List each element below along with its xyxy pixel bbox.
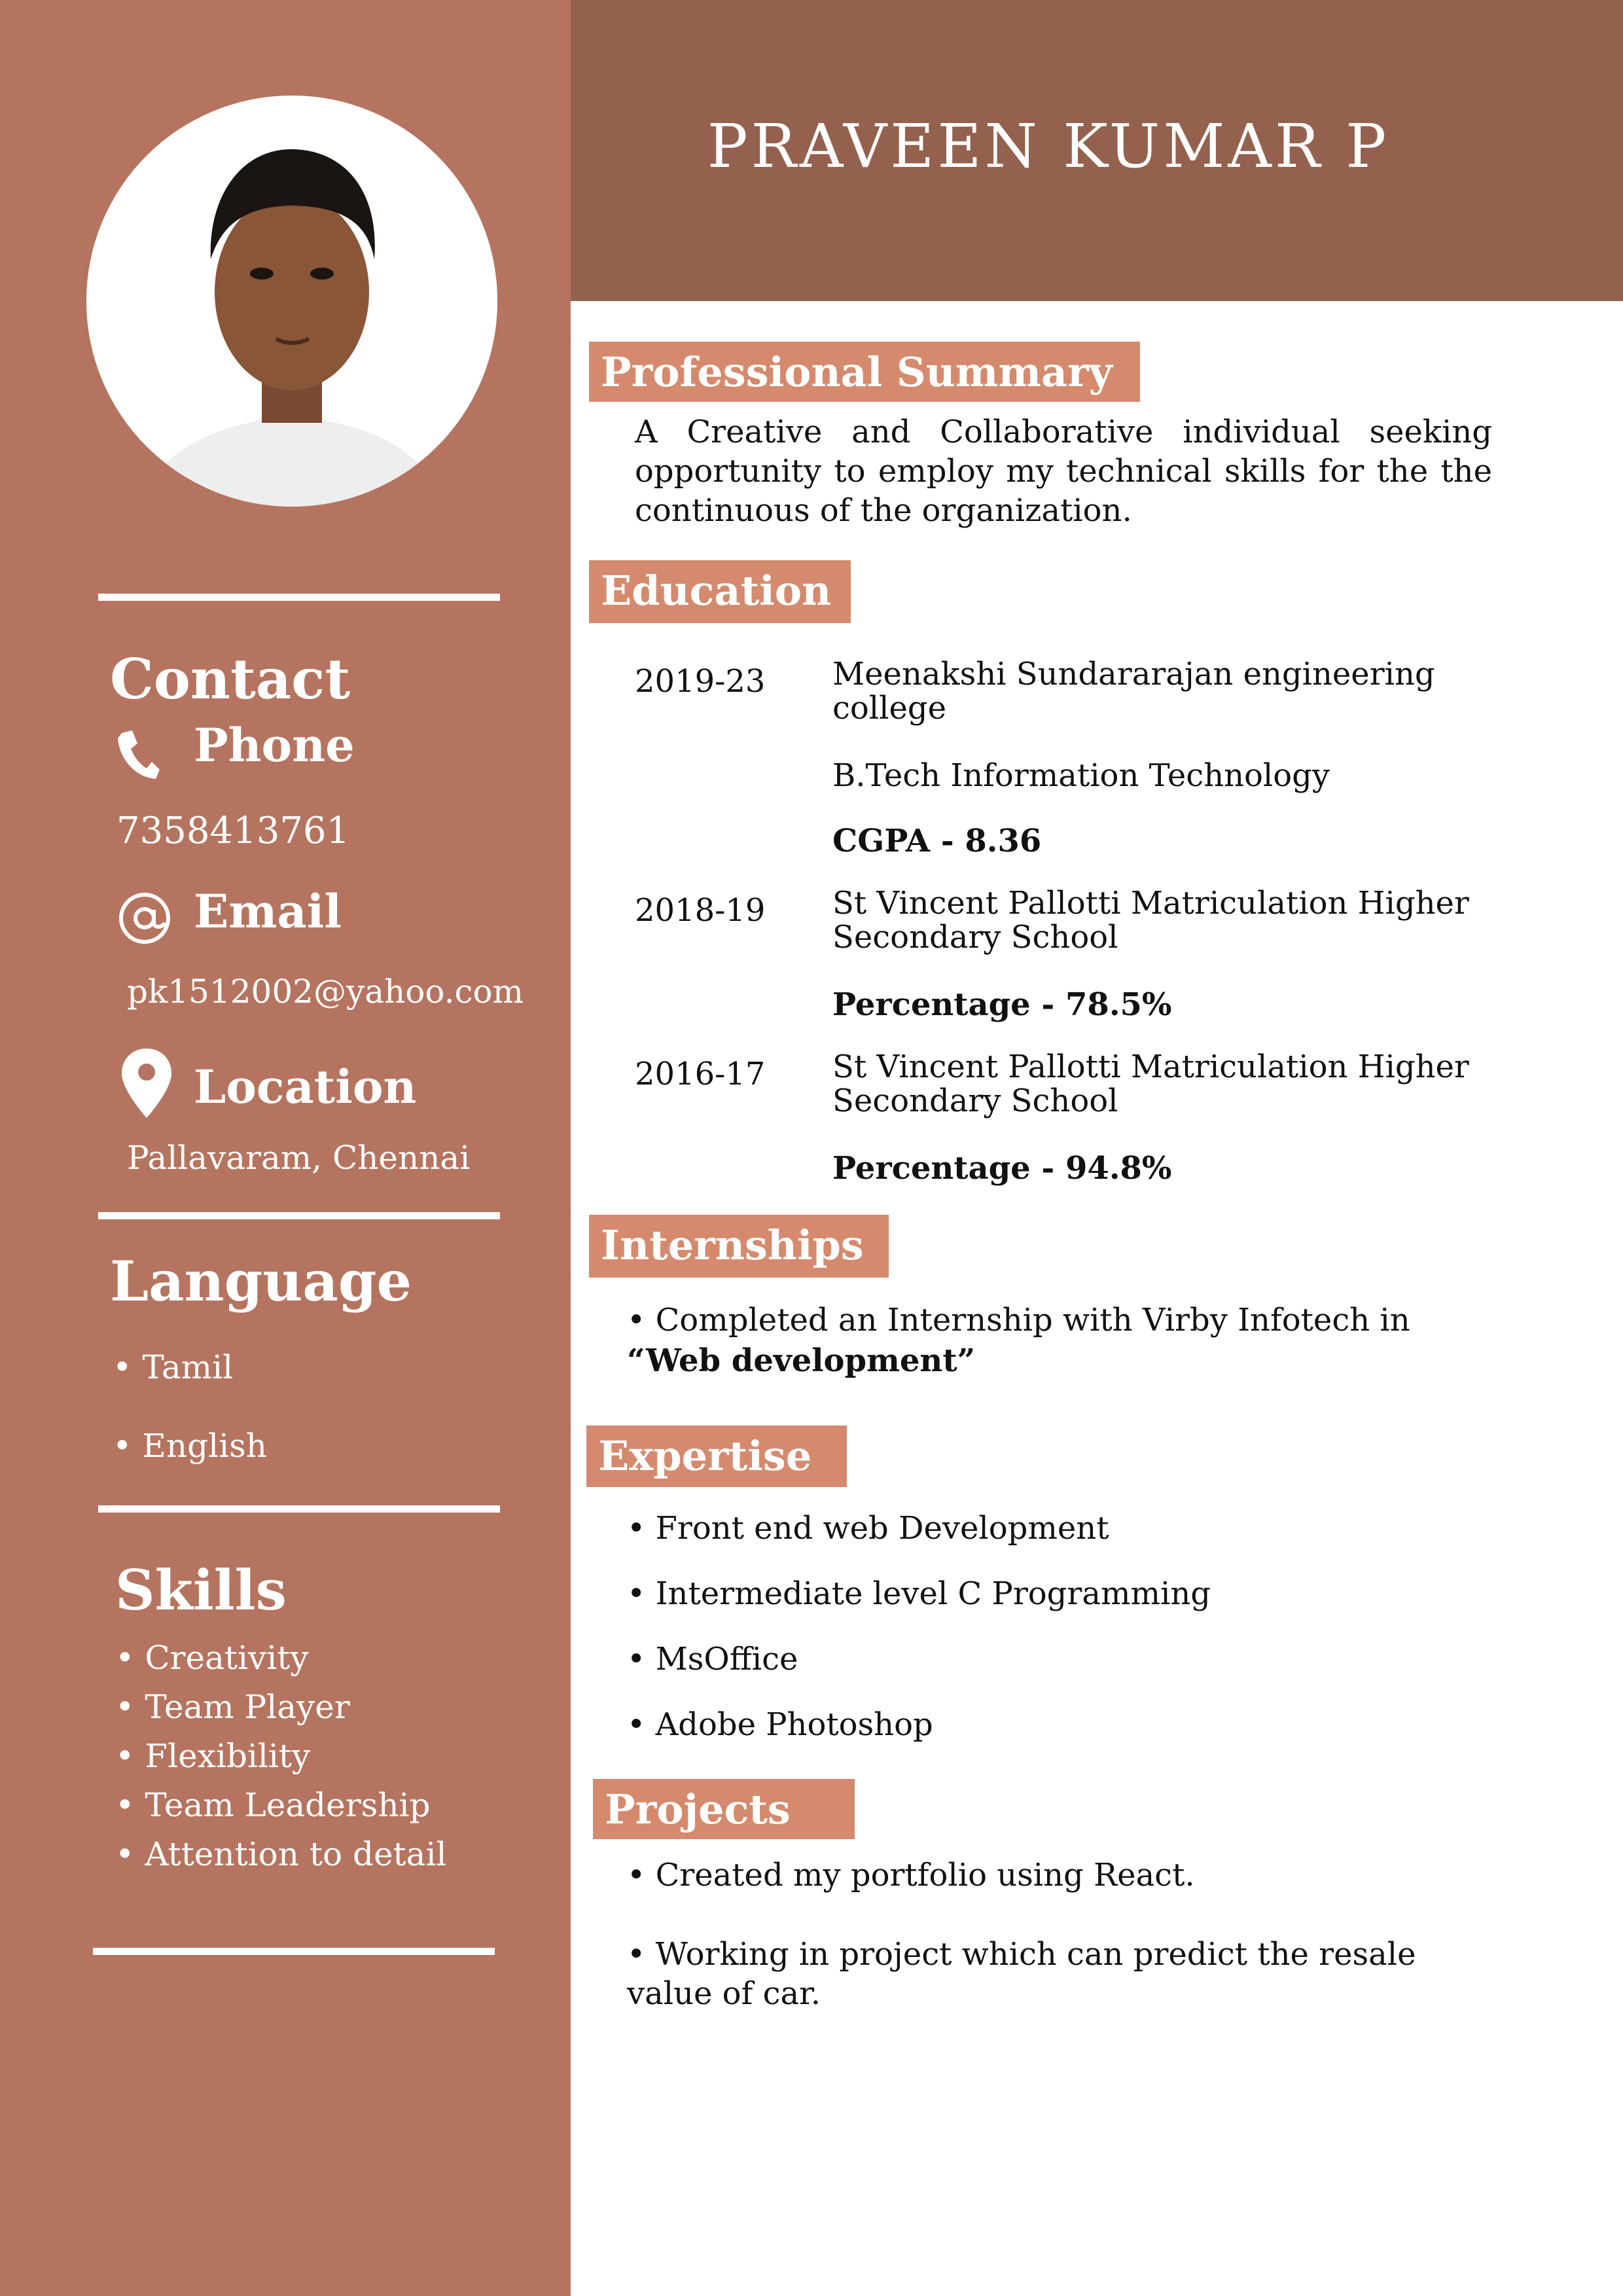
expertise-item: • MsOffice [627,1641,798,1677]
projects-heading: Projects [593,1779,855,1839]
skill-item: • Creativity [115,1639,309,1677]
skill-item: • Team Leadership [115,1786,431,1824]
education-school: St Vincent Pallotti Matriculation Higher Secondary School [832,1049,1469,1119]
phone-label: Phone [194,718,355,772]
skill-item: • Flexibility [115,1737,311,1775]
education-years: 2018-19 [635,892,766,929]
education-score: Percentage - 78.5% [832,986,1172,1023]
expertise-item: • Front end web Development [627,1510,1109,1547]
education-years: 2016-17 [635,1056,766,1092]
expertise-item: • Adobe Photoshop [627,1706,933,1743]
education-degree: B.Tech Information Technology [832,757,1330,794]
divider [98,594,500,601]
phone-icon [115,729,161,780]
summary-heading: Professional Summary [589,342,1140,402]
phone-value: 7358413761 [116,810,350,852]
candidate-name: PRAVEEN KUMAR P [707,111,1390,181]
language-heading: Language [110,1249,412,1314]
email-label: Email [194,884,342,939]
internship-text: • Completed an Internship with Virby Infotech in [627,1302,1410,1338]
education-score: CGPA - 8.36 [832,823,1042,859]
education-score: Percentage - 94.8% [832,1150,1172,1187]
skill-item: • Team Player [115,1688,350,1726]
map-pin-icon [120,1047,173,1119]
expertise-item: • Intermediate level C Programming [627,1575,1211,1612]
at-sign-icon [116,890,173,946]
divider [93,1948,495,1955]
skill-item: • Attention to detail [115,1835,447,1873]
expertise-heading: Expertise [586,1426,847,1487]
profile-photo [86,96,497,507]
skills-heading: Skills [115,1558,287,1623]
project-item: • Created my portfolio using React. [627,1857,1195,1893]
internships-heading: Internships [589,1215,889,1278]
location-value: Pallavaram, Chennai [127,1139,471,1177]
education-school: St Vincent Pallotti Matriculation Higher Secondary School [832,885,1469,956]
project-item: • Working in project which can predict the resale value of car. [627,1936,1416,2012]
language-item: • English [113,1427,267,1465]
avatar-illustration [86,96,497,507]
language-item: • Tamil [113,1348,234,1386]
email-value: pk1512002@yahoo.com [127,973,524,1011]
education-heading: Education [589,560,851,623]
contact-heading: Contact [110,647,351,711]
education-years: 2019-23 [635,663,766,700]
divider [98,1505,500,1513]
divider [98,1212,500,1219]
location-label: Location [194,1060,417,1114]
internship-highlight: “Web development” [627,1342,976,1379]
summary-text: A Creative and Collaborative individual seeking opportunity to employ my technical skills for the the continuous of the organization. [635,414,1492,529]
education-school: Meenakshi Sundararajan engineering college [832,656,1435,726]
